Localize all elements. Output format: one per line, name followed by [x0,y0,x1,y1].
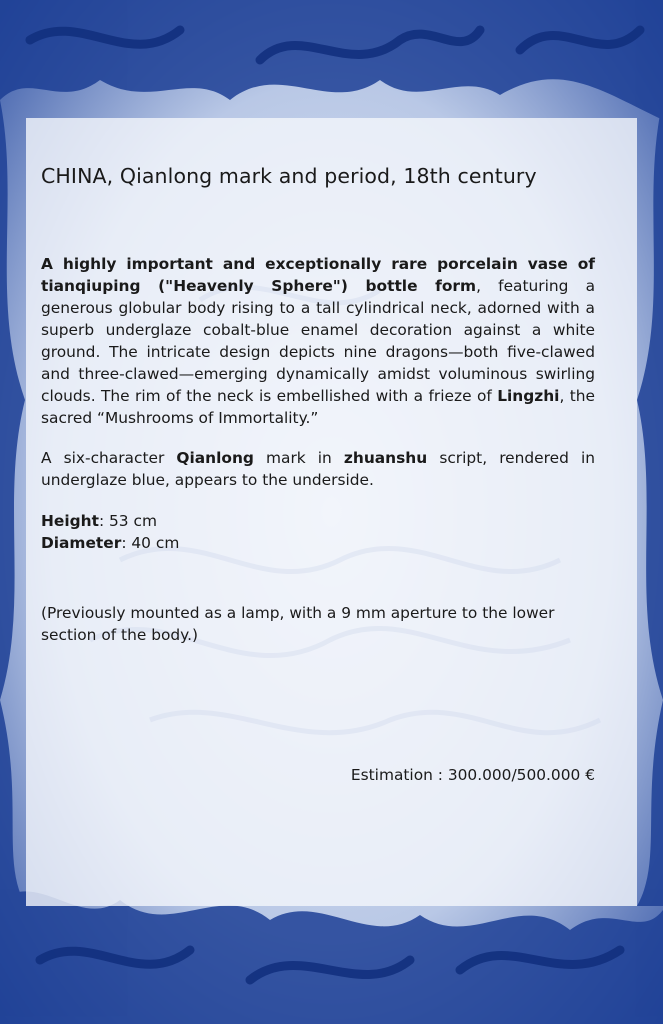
description-body-1: , featuring a generous globular body rising to a tall cylindrical neck, adorned with a superb underglaze cobalt-blue enamel decoration against a white ground. The intricate design depicts nine dragons—both five-clawed and three-clawed—emerging dynamically amidst voluminous swirling clouds. The rim of the neck is embellished with a frieze of [41,277,595,405]
description-lead: A highly important and exceptionally rare porcelain vase of tianqiuping ("Heavenly Sphere") bottle form [41,255,595,295]
description-body-2: , the sacred “Mushrooms of Immortality.” [41,387,595,427]
mark-part-2: mark in [253,449,344,467]
height-line [41,510,595,532]
lamp-note: (Previously mounted as a lamp, with a 9 mm aperture to the lower section of the body.) [41,604,555,644]
lot-heading: CHINA, Qianlong mark and period, 18th century [41,164,537,188]
qianlong-term: Qianlong [176,449,254,467]
zhuanshu-term: zhuanshu [343,449,428,467]
height-value: : 53 cm [98,512,157,530]
diameter-label: Diameter [41,534,122,552]
mark-paragraph [41,447,595,491]
lingzhi-term: Lingzhi [497,387,560,405]
diameter-line [41,532,595,554]
diameter-value: : 40 cm [121,534,180,552]
description-card [26,118,637,906]
mark-part-3: script, rendered in underglaze blue, appears to the underside. [41,449,596,489]
lot-description [41,253,595,429]
dimensions [41,510,595,554]
estimation: Estimation : 300.000/500.000 € [350,766,595,784]
height-label: Height [41,512,99,530]
mark-part-1: A six-character [41,449,177,467]
